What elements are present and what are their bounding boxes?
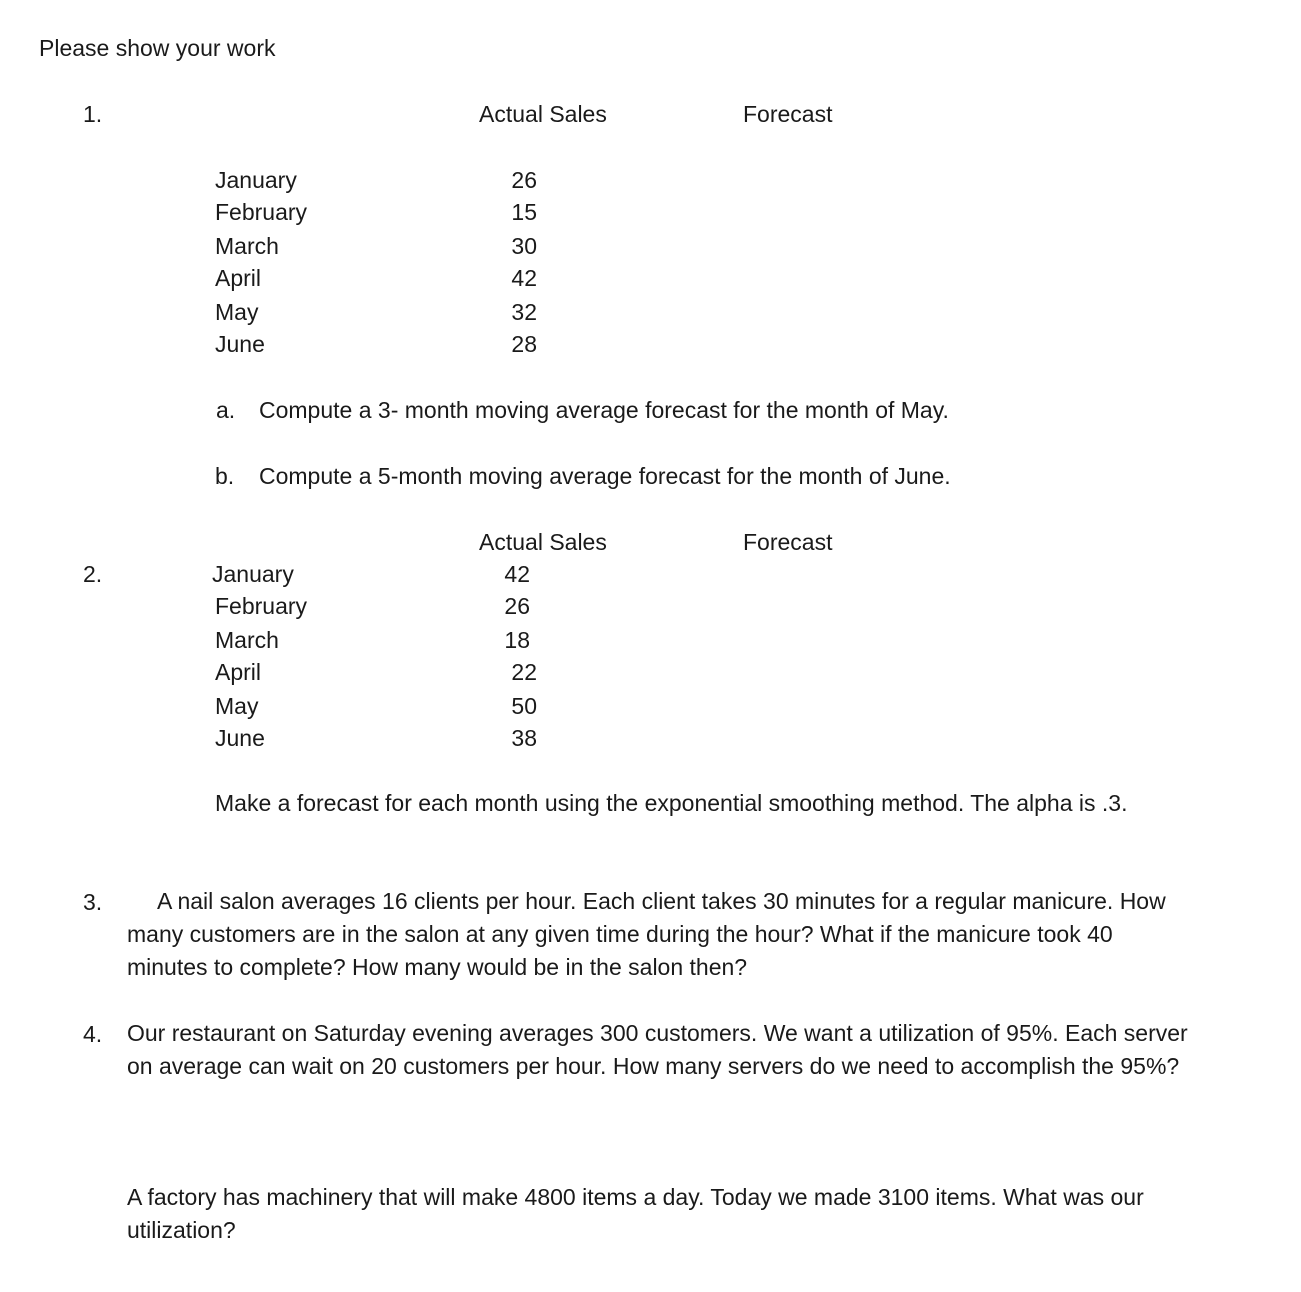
q1-sales-value: 26 (511, 167, 537, 193)
q1-sales-value: 42 (511, 265, 537, 291)
q4-text: Our restaurant on Saturday evening averages 300 customers. We want a utilization of 95%. Each server on average can wait on 20 customers per hour. How many servers do we need to accomplish the 95%? (127, 1020, 1188, 1079)
q2-sales-value: 22 (511, 659, 537, 685)
question-1-number: 1. (83, 101, 103, 127)
q1-part-a-label: a. (216, 397, 236, 423)
q1-forecast-header: Forecast (743, 101, 833, 127)
q2-sales-value: 50 (511, 693, 537, 719)
q2-sales-value: 42 (504, 561, 530, 587)
q1-sales-value: 28 (511, 331, 537, 357)
page-instruction: Please show your work (39, 35, 276, 61)
q1-month-label: April (215, 265, 262, 291)
q2-forecast-header: Forecast (743, 529, 833, 555)
q1-sales-value: 32 (511, 299, 537, 325)
q1-sales-value: 15 (511, 199, 537, 225)
q2-sales-value: 18 (504, 627, 530, 653)
q2-actual-sales-header: Actual Sales (479, 529, 607, 555)
q2-month-label: April (215, 659, 262, 685)
q2-month-label: February (215, 593, 308, 619)
q2-month-label: May (215, 693, 259, 719)
q3-text: A nail salon averages 16 clients per hour. Each client takes 30 minutes for a regular manicure. How many customers are in the salon at any given time during the hour? What if the manicure took 40 minutes to complete? How many would be in the salon then? (127, 888, 1166, 980)
q2-month-label: June (215, 725, 265, 751)
q1-part-a-text: Compute a 3- month moving average forecast for the month of May. (259, 397, 949, 423)
q1-actual-sales-header: Actual Sales (479, 101, 607, 127)
q2-sales-value: 38 (511, 725, 537, 751)
q1-month-label: June (215, 331, 265, 357)
question-3-number: 3. (83, 889, 103, 915)
q1-month-label: March (215, 233, 279, 259)
q1-month-label: May (215, 299, 259, 325)
q1-month-label: January (215, 167, 297, 193)
q2-sales-value: 26 (504, 593, 530, 619)
q1-sales-value: 30 (511, 233, 537, 259)
question-2-number: 2. (83, 561, 103, 587)
q2-instruction: Make a forecast for each month using the exponential smoothing method. The alpha is .3. (215, 790, 1128, 816)
q1-month-label: February (215, 199, 308, 225)
q1-part-b-label: b. (215, 463, 235, 489)
question-4-number: 4. (83, 1021, 103, 1047)
q2-month-label: March (215, 627, 279, 653)
q5-text: A factory has machinery that will make 4800 items a day. Today we made 3100 items. What was our utilization? (127, 1184, 1144, 1243)
q2-month-label: January (212, 561, 294, 587)
q1-part-b-text: Compute a 5-month moving average forecast for the month of June. (259, 463, 951, 489)
